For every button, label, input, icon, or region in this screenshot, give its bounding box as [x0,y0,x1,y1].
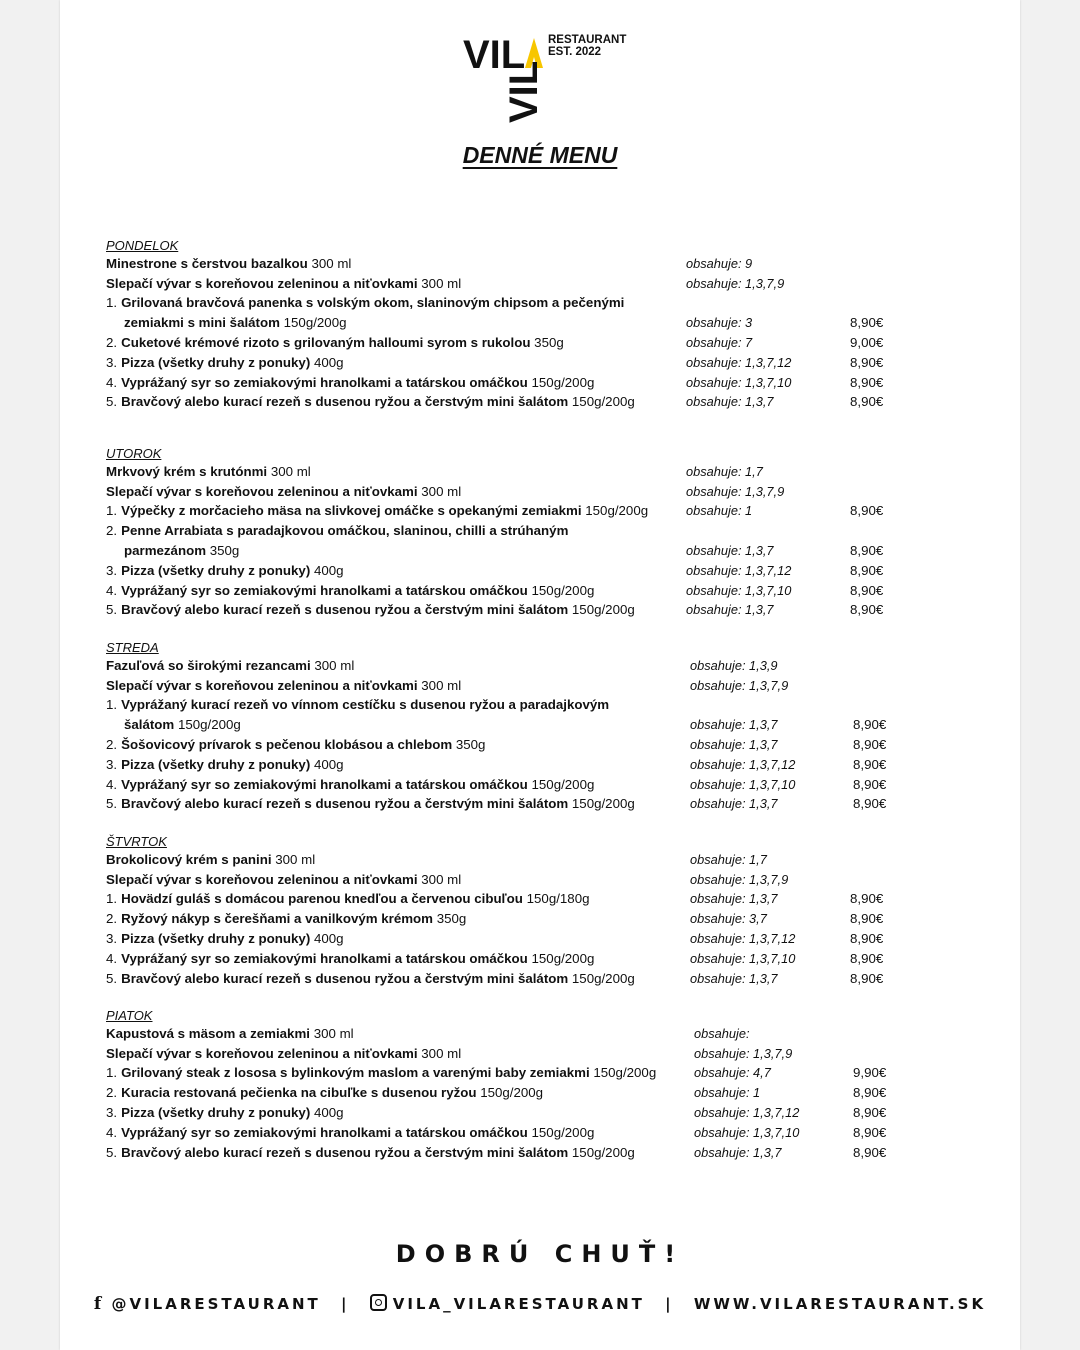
price: 8,90€ [850,543,884,558]
dish-weight: 300 ml [421,275,462,291]
dish-weight: 150g/200g [531,582,595,598]
dish-name: Pizza (všetky druhy z ponuky) [121,931,311,946]
menu-item-name [106,581,594,601]
allergen-info: obsahuje: 1,3,7,9 [690,677,789,693]
dish-weight: 150g/200g [571,970,635,986]
menu-item [60,755,1020,775]
menu-item-name-cont [124,541,239,561]
allergen-info: obsahuje: 7 [686,335,753,350]
allergen-info: obsahuje: 1 [694,1085,761,1101]
allergen-info: obsahuje: 4,7 [694,1065,771,1081]
menu-item [60,909,1020,929]
menu-item [60,929,1020,949]
menu-item [60,676,1020,696]
menu-item [60,482,1020,502]
menu-item [60,392,1020,412]
item-number: 4. [106,1124,118,1140]
dish-name: Výpečky z morčacieho mäsa na slivkovej omáčke s opekanými zemiakmi [121,503,582,519]
dish-name: Kuracia restovaná pečienka na cibuľke s dusenou ryžou [121,1085,477,1101]
dish-name: Pizza (všetky druhy z ponuky) [121,354,311,370]
instagram-handle[interactable]: VILA_VILARESTAURANT [392,1295,645,1313]
item-number: 1. [106,697,118,713]
separator: | [341,1295,350,1313]
menu-item-name-cont [124,313,347,333]
dish-name: Vyprážaný syr so zemiakovými hranolkami a tatárskou omáčkou [121,1124,528,1140]
menu-item [60,521,1020,541]
dish-name: Vyprážaný kurací rezeň vo vínnom cestíčku s dusenou ryžou a paradajkovým [121,697,610,713]
allergen-info: obsahuje: 1,3,7 [690,970,778,986]
dish-name: Brokolicový krém s panini [106,851,272,867]
dish-name: Mrkvový krém s krutónmi [106,463,268,479]
menu-item [60,949,1020,969]
dish-weight: 300 ml [421,1045,462,1061]
allergen-info: obsahuje: 1,3,7 [686,543,774,558]
dish-weight: 350g [534,335,564,350]
price: 8,90€ [853,1144,887,1160]
allergen-info: obsahuje: 1,3,7,10 [690,950,796,966]
dish-weight: 300 ml [313,1025,354,1041]
menu-item [60,462,1020,482]
menu-item [60,333,1020,353]
menu-item [60,373,1020,393]
price: 8,90€ [853,796,887,812]
day-name: PIATOK [106,1008,153,1023]
menu-page [60,0,1020,1350]
menu-item-name [106,373,594,393]
dish-name: Vyprážaný syr so zemiakovými hranolkami a tatárskou omáčkou [121,582,528,598]
allergen-info: obsahuje: 3,7 [690,911,767,927]
item-number: 5. [106,970,118,986]
dish-weight: 300 ml [314,657,355,673]
menu-item [60,274,1020,294]
facebook-icon: f [93,1294,102,1314]
dish-name: Kapustová s mäsom a zemiakmi [106,1025,310,1041]
allergen-info: obsahuje: 1,3,7,9 [686,483,785,499]
day-name: STREDA [106,640,159,655]
menu-item-name [106,929,344,949]
menu-item-continuation [60,313,1020,333]
price: 8,90€ [850,354,884,370]
price: 9,00€ [850,335,884,350]
menu-item [60,1083,1020,1103]
price: 8,90€ [850,931,884,946]
allergen-info: obsahuje: 1,3,7 [686,602,774,618]
menu-item-name [106,755,344,775]
dish-name: Vyprážaný syr so zemiakovými hranolkami a tatárskou omáčkou [121,374,528,390]
day-name: UTOROK [106,446,162,461]
dish-name: Grilovaný steak z lososa s bylinkovým maslom a varenými baby zemiakmi [121,1065,590,1081]
menu-item-name [106,353,344,373]
menu-item [60,600,1020,620]
dish-weight: 150g/200g [571,1144,635,1160]
dish-name: Minestrone s čerstvou bazalkou [106,255,308,271]
menu-item [60,561,1020,581]
item-number: 4. [106,950,118,966]
allergen-info: obsahuje: 1,3,7,12 [690,931,796,946]
menu-item [60,353,1020,373]
menu-item-name [106,521,568,541]
price: 8,90€ [850,602,884,618]
day-name: PONDELOK [106,238,179,253]
dish-name: Ryžový nákyp s čerešňami a vanilkovým krémom [121,911,433,927]
allergen-info: obsahuje: 1,7 [690,851,767,867]
price: 8,90€ [850,503,884,519]
dish-name: Bravčový alebo kurací rezeň s dusenou ryžou a čerstvým mini šalátom [121,394,569,410]
allergen-info: obsahuje: 1,3,9 [690,657,778,673]
menu-item-name [106,333,564,353]
price: 8,90€ [850,970,884,986]
menu-item [60,254,1020,274]
menu-item [60,870,1020,890]
item-number: 1. [106,295,118,311]
allergen-info: obsahuje: 1,3,7,9 [686,275,785,291]
dish-name: Fazuľová so širokými rezancami [106,657,311,673]
menu-item-name [106,870,461,890]
menu-item-name [106,949,594,969]
vila-logo [463,30,633,130]
menu-item-name [106,293,624,313]
menu-item-name [106,1143,635,1163]
menu-item [60,695,1020,715]
logo-restaurant-label: RESTAURANT [548,34,627,46]
menu-item-name [106,775,594,795]
price: 8,90€ [850,374,884,390]
dish-weight: 150g/200g [531,1124,595,1140]
allergen-info: obsahuje: 1,7 [686,463,763,479]
menu-item [60,1143,1020,1163]
menu-item-name [106,676,461,696]
price: 8,90€ [850,394,884,410]
item-number: 3. [106,562,118,578]
allergen-info: obsahuje: 1,3,7 [694,1144,782,1160]
item-number: 5. [106,602,118,618]
dish-name-cont: parmezánom [124,543,207,558]
dish-weight: 150g/200g [571,602,635,618]
menu-item-name-cont [124,715,241,735]
dish-name: Pizza (všetky druhy z ponuky) [121,756,311,772]
menu-item-name [106,1103,344,1123]
dish-name: Bravčový alebo kurací rezeň s dusenou ryžou a čerstvým mini šalátom [121,1144,569,1160]
website-link[interactable]: WWW.VILARESTAURANT.SK [693,1295,987,1313]
menu-item [60,735,1020,755]
menu-item [60,850,1020,870]
item-number: 1. [106,891,118,907]
dish-weight: 350g [455,737,486,752]
menu-item [60,794,1020,814]
menu-item [60,889,1020,909]
item-number: 3. [106,931,118,946]
menu-item-name [106,482,461,502]
allergen-info: obsahuje: 1,3,7,9 [694,1045,793,1061]
menu-item-name [106,501,648,521]
dish-name: Pizza (všetky druhy z ponuky) [121,1105,311,1120]
dish-name: Pizza (všetky druhy z ponuky) [121,562,311,578]
dish-name: Slepačí vývar s koreňovou zeleninou a niťovkami [106,275,418,291]
item-number: 5. [106,1144,118,1160]
dish-weight: 300 ml [275,851,316,867]
dish-weight: 300 ml [421,871,462,887]
item-number: 3. [106,354,118,370]
instagram-icon [370,1294,387,1311]
menu-item-name [106,695,609,715]
dish-name: Bravčový alebo kurací rezeň s dusenou ryžou a čerstvým mini šalátom [121,602,569,618]
menu-item [60,1044,1020,1064]
menu-item [60,1103,1020,1123]
menu-item [60,501,1020,521]
dish-weight: 400g [313,931,344,946]
dish-weight: 150g/180g [526,891,590,907]
allergen-info: obsahuje: 1,3,7 [690,796,778,812]
price: 8,90€ [853,717,887,733]
menu-item-name [106,889,590,909]
dish-weight: 300 ml [311,255,352,271]
separator: | [665,1295,674,1313]
menu-item-name [106,735,485,755]
menu-item-name [106,1123,594,1143]
price: 8,90€ [853,776,887,792]
dish-weight: 150g/200g [585,503,649,519]
dish-weight: 150g/200g [571,394,635,410]
menu-item-name [106,600,635,620]
allergen-info: obsahuje: 1 [686,503,753,519]
item-number: 4. [106,582,118,598]
menu-item-name [106,794,635,814]
menu-title: DENNÉ MENU [462,142,618,168]
dish-name: Grilovaná bravčová panenka s volským okom, slaninovým chipsom a pečenými [121,295,625,311]
allergen-info: obsahuje: 1,3,7,12 [690,756,796,772]
menu-item [60,969,1020,989]
menu-item-name [106,909,466,929]
price: 8,90€ [853,1085,887,1101]
allergen-info: obsahuje: 9 [686,255,753,271]
price: 8,90€ [850,891,884,907]
menu-item [60,775,1020,795]
price: 8,90€ [850,911,884,927]
item-number: 2. [106,1085,118,1101]
price: 8,90€ [853,1124,887,1140]
allergen-info: obsahuje: 1,3,7,10 [686,374,792,390]
menu-item [60,293,1020,313]
menu-item [60,581,1020,601]
allergen-info: obsahuje: 1,3,7 [690,717,778,733]
dish-weight: 400g [313,1105,344,1120]
item-number: 5. [106,394,118,410]
menu-item-name [106,656,354,676]
dish-weight: 400g [313,756,344,772]
dish-weight: 150g/200g [531,776,595,792]
dish-name: Cuketové krémové rizoto s grilovaným halloumi syrom s rukolou [121,335,531,350]
allergen-info: obsahuje: 1,3,7 [686,394,774,410]
dish-weight: 150g/200g [531,950,595,966]
dish-weight: 350g [209,543,240,558]
footer-social [60,1294,1020,1314]
allergen-info: obsahuje: 3 [686,315,753,331]
allergen-info: obsahuje: 1,3,7,12 [694,1105,800,1120]
day-name: ŠTVRTOK [106,834,167,849]
menu-item [60,1123,1020,1143]
dish-weight: 150g/200g [571,796,635,812]
facebook-handle[interactable]: @VILARESTAURANT [111,1295,321,1313]
dish-weight: 300 ml [270,463,311,479]
menu-item-name [106,462,311,482]
dish-name: Hovädzí guláš s domácou parenou knedľou a červenou cibuľou [121,891,523,907]
dish-name-cont: šalátom [124,717,175,733]
dish-weight: 150g/200g [593,1065,657,1081]
menu-item-continuation [60,541,1020,561]
menu-item-name [106,850,315,870]
price: 8,90€ [850,562,884,578]
allergen-info: obsahuje: 1,3,7 [690,891,778,907]
item-number: 2. [106,737,118,752]
menu-item-name [106,1063,656,1083]
allergen-info: obsahuje: 1,3,7 [690,737,778,752]
dish-weight: 150g/200g [531,374,595,390]
dish-weight: 150g/200g [177,717,241,733]
dish-name: Šošovicový prívarok s pečenou klobásou a chlebom [121,737,453,752]
dish-weight: 300 ml [421,483,462,499]
price: 8,90€ [850,582,884,598]
menu-item-name [106,969,635,989]
dish-weight: 300 ml [421,677,462,693]
dish-name: Slepačí vývar s koreňovou zeleninou a niťovkami [106,871,418,887]
allergen-info: obsahuje: 1,3,7,9 [690,871,789,887]
menu-item-name [106,392,635,412]
allergen-info: obsahuje: [694,1025,750,1041]
menu-item-name [106,274,461,294]
allergen-info: obsahuje: 1,3,7,12 [686,562,792,578]
dish-weight: 400g [313,562,344,578]
dish-weight: 400g [313,354,344,370]
item-number: 2. [106,335,118,350]
menu-item [60,656,1020,676]
price: 8,90€ [853,1105,887,1120]
svg-text:VIL: VIL [502,60,546,123]
item-number: 3. [106,1105,118,1120]
menu-item-name [106,561,344,581]
footer-slogan: DOBRÚ CHUŤ! [395,1240,685,1268]
item-number: 2. [106,911,118,927]
logo-est-label: EST. 2022 [548,46,602,58]
price: 9,90€ [853,1065,887,1081]
item-number: 1. [106,503,118,519]
menu-item-name [106,1083,543,1103]
menu-item [60,1063,1020,1083]
dish-name: Vyprážaný syr so zemiakovými hranolkami a tatárskou omáčkou [121,776,528,792]
allergen-info: obsahuje: 1,3,7,10 [694,1124,800,1140]
menu-item-name [106,1024,354,1044]
allergen-info: obsahuje: 1,3,7,12 [686,354,792,370]
dish-weight: 150g/200g [283,315,347,331]
menu-item-continuation [60,715,1020,735]
item-number: 5. [106,796,118,812]
price: 8,90€ [850,315,884,331]
dish-name: Slepačí vývar s koreňovou zeleninou a niťovkami [106,483,418,499]
dish-name: Slepačí vývar s koreňovou zeleninou a niťovkami [106,1045,418,1061]
item-number: 4. [106,776,118,792]
item-number: 1. [106,1065,118,1081]
allergen-info: obsahuje: 1,3,7,10 [690,776,796,792]
dish-name-cont: zemiakmi s mini šalátom [124,315,280,331]
dish-name: Bravčový alebo kurací rezeň s dusenou ryžou a čerstvým mini šalátom [121,796,569,812]
item-number: 2. [106,523,118,539]
allergen-info: obsahuje: 1,3,7,10 [686,582,792,598]
menu-item-name [106,1044,461,1064]
svg-text:VIL: VIL [463,33,526,77]
dish-name: Bravčový alebo kurací rezeň s dusenou ryžou a čerstvým mini šalátom [121,970,569,986]
price: 8,90€ [850,950,884,966]
menu-item-name [106,254,351,274]
dish-name: Slepačí vývar s koreňovou zeleninou a niťovkami [106,677,418,693]
dish-weight: 150g/200g [480,1085,544,1101]
dish-name: Penne Arrabiata s paradajkovou omáčkou, slaninou, chilli a strúhaným [121,523,569,539]
item-number: 3. [106,756,118,772]
price: 8,90€ [853,737,887,752]
dish-name: Vyprážaný syr so zemiakovými hranolkami a tatárskou omáčkou [121,950,528,966]
price: 8,90€ [853,756,887,772]
dish-weight: 350g [436,911,467,927]
item-number: 4. [106,374,118,390]
menu-item [60,1024,1020,1044]
